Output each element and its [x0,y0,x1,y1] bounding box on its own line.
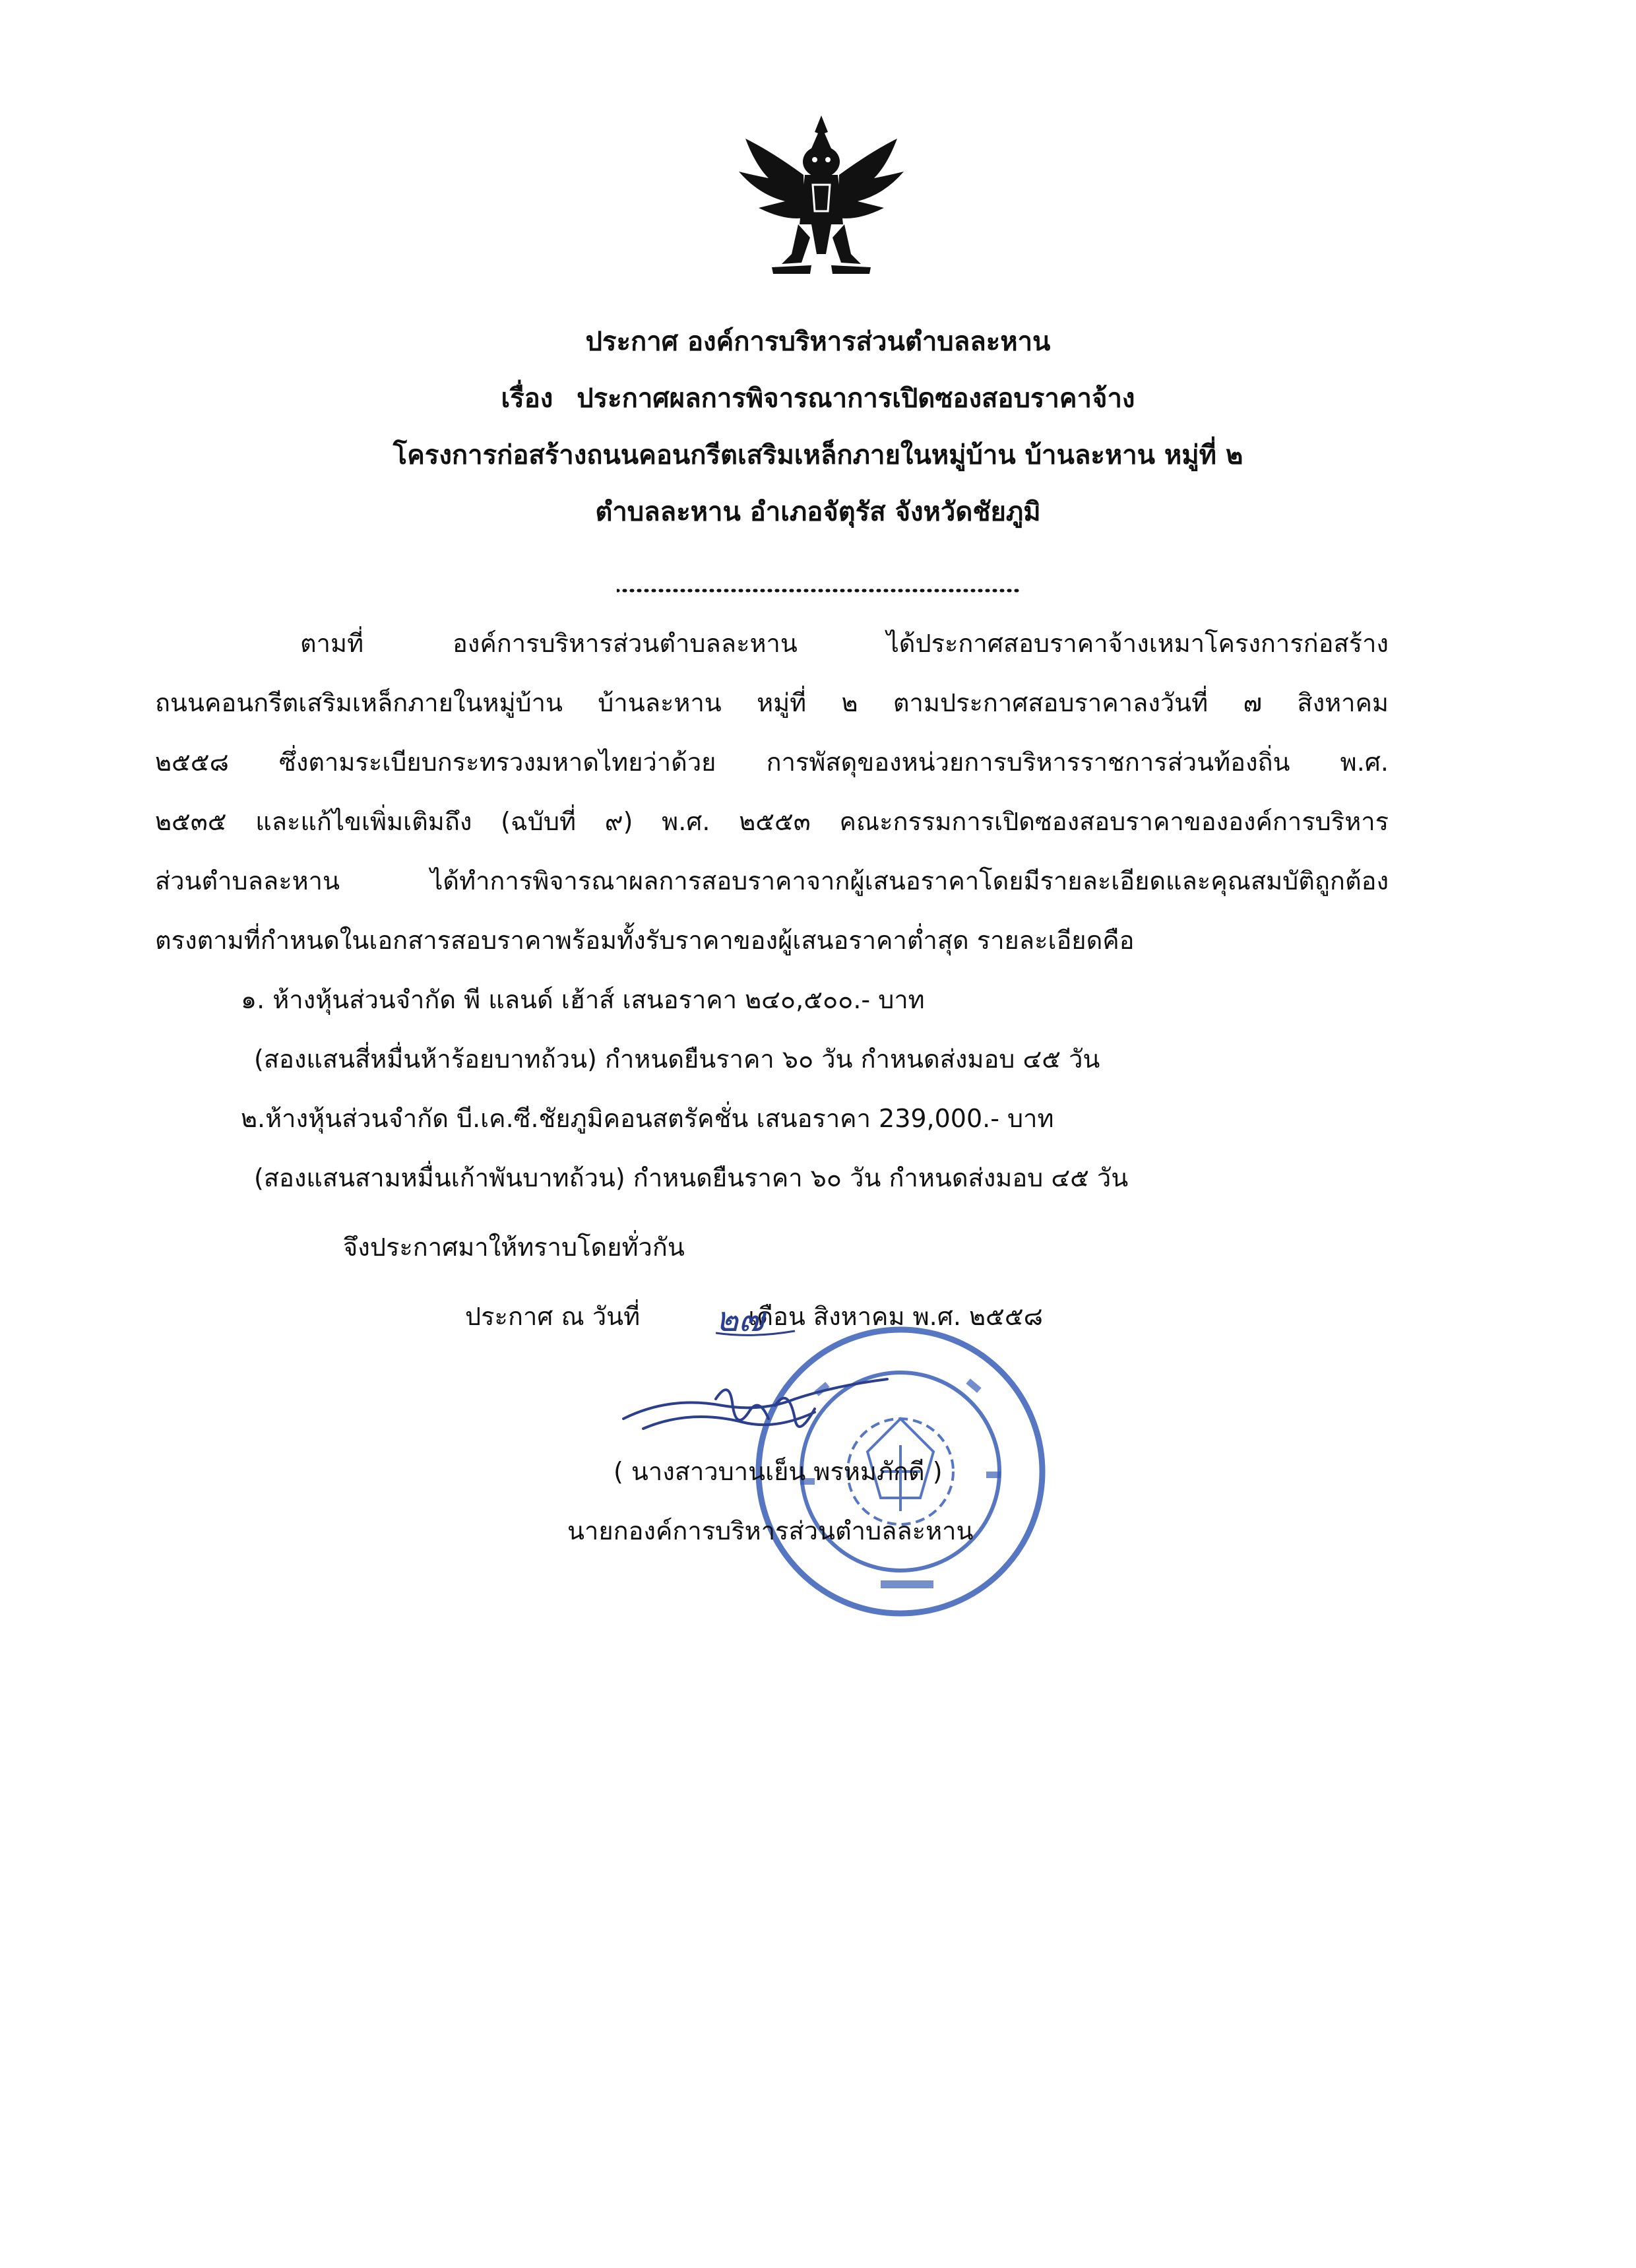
subject-line [0,379,1636,418]
announcement-title: ประกาศ องค์การบริหารส่วนตำบลละหาน [585,327,1051,357]
handwritten-signature [617,1373,894,1452]
body-line: ส่วนตำบลละหาน ได้ทำการพิจารณาผลการสอบราคาจากผู้เสนอราคาโดยมีรายละเอียดและคุณสมบัติถูกต้อง [155,866,1389,895]
dateline-suffix: เดือน สิงหาคม พ.ศ. ๒๕๕๘ [748,1302,1043,1331]
dateline-prefix: ประกาศ ณ วันที่ [465,1302,641,1331]
bidder-detail: (สองแสนสี่หมื่นห้าร้อยบาทถ้วน) กำหนดยืนราคา ๖๐ วัน กำหนดส่งมอบ ๔๕ วัน [254,1045,1100,1074]
bidder-line: ๑. ห้างหุ้นส่วนจำกัด พี แลนด์ เฮ้าส์ เสนอราคา ๒๔๐,๕๐๐.- บาท [241,985,925,1014]
body-line: ๒๕๓๕ และแก้ไขเพิ่มเติมถึง (ฉบับที่ ๙) พ.ศ. ๒๕๕๓ คณะกรรมการเปิดซองสอบราคาขององค์การบริหาร [155,807,1389,836]
location-line: ตำบลละหาน อำเภอจัตุรัส จังหวัดชัยภูมิ [595,497,1041,527]
dotted-divider [617,571,1019,597]
body-line: ตามที่ องค์การบริหารส่วนตำบลละหาน ได้ประกาศสอบราคาจ้างเหมาโครงการก่อสร้าง [300,629,1389,658]
bidder-line: ๒.ห้างหุ้นส่วนจำกัด บี.เค.ซี.ชัยภูมิคอนสตรัคชั่น เสนอราคา 239,000.- บาท [241,1104,1054,1133]
handwritten-day-text: ๒๗ [716,1300,765,1340]
project-title: โครงการก่อสร้างถนนคอนกรีตเสริมเหล็กภายในหมู่บ้าน บ้านละหาน หมู่ที่ ๒ [393,440,1243,470]
bidder-detail: (สองแสนสามหมื่นเก้าพันบาทถ้วน) กำหนดยืนราคา ๖๐ วัน กำหนดส่งมอบ ๔๕ วัน [254,1163,1129,1192]
body-line: ๒๕๕๘ ซึ่งตามระเบียบกระทรวงมหาดไทยว่าด้วย การพัสดุของหน่วยการบริหารราชการส่วนท้องถิ่น พ.ศ. [155,748,1389,777]
signer-name: ( นางสาวบานเย็น พรหมภักดี ) [614,1457,943,1486]
body-line: ตรงตามที่กำหนดในเอกสารสอบราคาพร้อมทั้งรับราคาของผู้เสนอราคาต่ำสุด รายละเอียดคือ [155,926,1135,955]
body-line: ถนนคอนกรีตเสริมเหล็กภายในหมู่บ้าน บ้านละหาน หมู่ที่ ๒ ตามประกาศสอบราคาลงวันที่ ๗ สิงหาคม [155,688,1389,717]
garuda-emblem-icon [732,112,910,277]
handwritten-day [712,1295,798,1341]
subject-label: เรื่อง [501,383,553,414]
subject-text: ประกาศผลการพิจารณาการเปิดซองสอบราคาจ้าง [577,383,1135,414]
closing-text: จึงประกาศมาให้ทราบโดยทั่วกัน [343,1233,685,1262]
signer-title: นายกองค์การบริหารส่วนตำบลละหาน [567,1516,974,1545]
